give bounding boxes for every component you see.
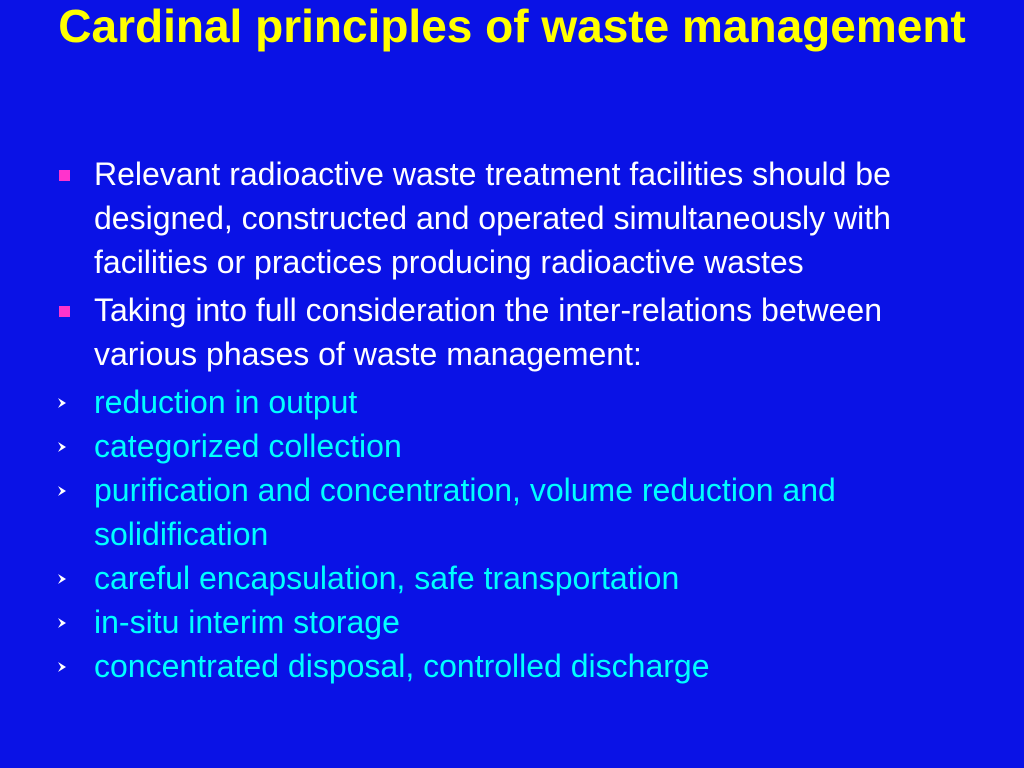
- sub-bullet-item: [0, 556, 1024, 600]
- sub-bullet-item: [0, 380, 1024, 424]
- sub-bullet-text: purification and concentration, volume reduction and solidification: [94, 472, 836, 552]
- arrowhead-bullet-icon: [56, 424, 70, 468]
- bullet-list: [0, 152, 1024, 688]
- bullet-item: [0, 152, 1024, 284]
- bullet-text: Relevant radioactive waste treatment facilities should be designed, constructed and operated simultaneously with facilities or practices producing radioactive wastes: [94, 156, 891, 280]
- sub-bullet-text: categorized collection: [94, 428, 402, 464]
- sub-bullet-text: concentrated disposal, controlled discharge: [94, 648, 710, 684]
- arrowhead-bullet-icon: [56, 600, 70, 644]
- sub-bullet-item: [0, 424, 1024, 468]
- sub-bullet-text: reduction in output: [94, 384, 358, 420]
- square-bullet-icon: [59, 170, 70, 181]
- arrowhead-bullet-icon: [56, 468, 70, 512]
- bullet-item: [0, 288, 1024, 376]
- slide-title: Cardinal principles of waste management: [58, 0, 966, 52]
- square-bullet-icon: [59, 306, 70, 317]
- sub-bullet-item: [0, 644, 1024, 688]
- bullet-text: Taking into full consideration the inter-relations between various phases of waste management:: [94, 292, 883, 372]
- arrowhead-bullet-icon: [56, 644, 70, 688]
- sub-bullet-text: careful encapsulation, safe transportation: [94, 560, 680, 596]
- arrowhead-bullet-icon: [56, 380, 70, 424]
- sub-bullet-text: in-situ interim storage: [94, 604, 400, 640]
- sub-bullet-item: [0, 600, 1024, 644]
- sub-bullet-item: [0, 468, 1024, 556]
- arrowhead-bullet-icon: [56, 556, 70, 600]
